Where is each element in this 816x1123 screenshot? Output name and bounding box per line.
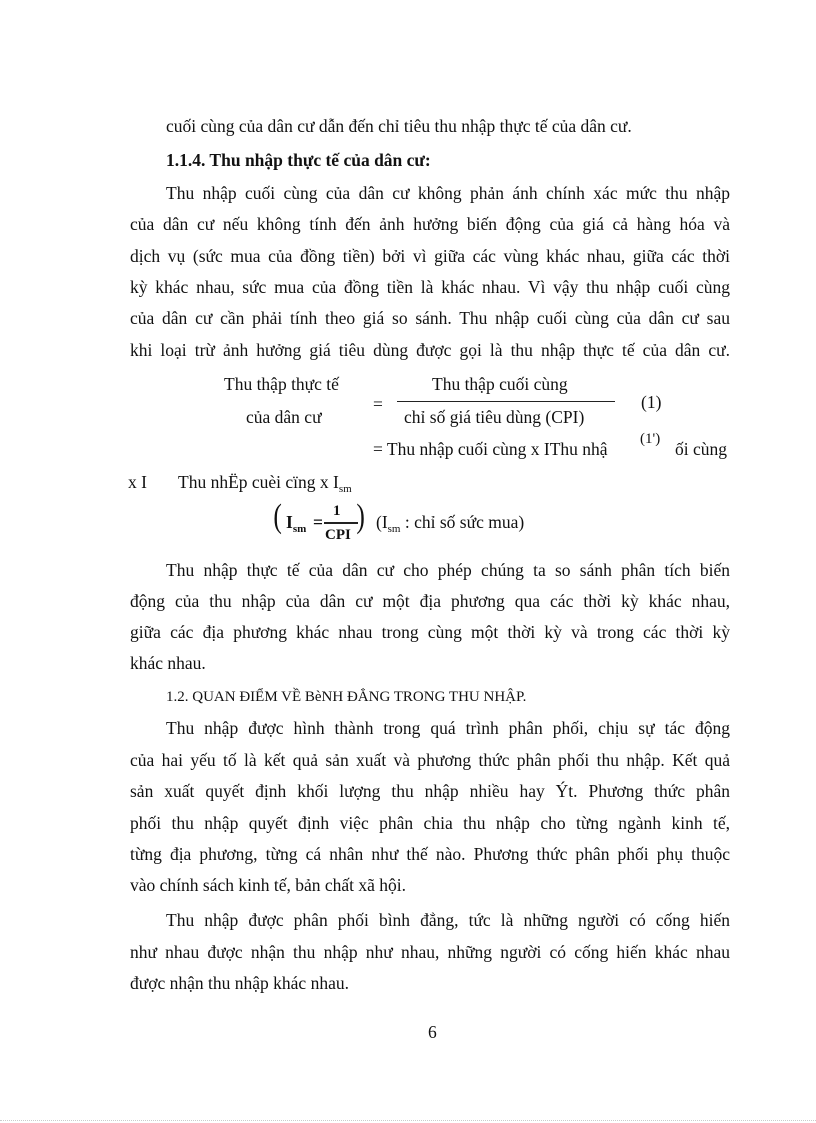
section-heading-1-2: 1.2. QUAN ĐIỂM VỀ BèNH ĐẲNG TRONG THU NHẬP. [166,689,527,705]
right-paren: ) [356,498,365,535]
ism-note: ($I_{sm}$ : chỉ số sức mua) [376,512,525,535]
text-line: vào chính sách kinh tế, bản chất xã hội. [130,875,407,895]
text-line: kỳ khác nhau, sức mua của đồng tiền là khác nhau. Vì vậy thu nhập cuối cùng [130,277,730,297]
text-line: động của thu nhập của dân cư một địa phương qua các thời kỳ khác nhau, [130,591,730,611]
text-line: Thu nhập cuối cùng của dân cư không phản ánh chính xác mức thu nhập [166,183,730,203]
section-heading-1-1-4: 1.1.4. Thu nhập thực tế của dân cư: [166,150,431,170]
left-paren: ( [273,498,282,535]
formula-tag-1-prime: (1') [640,431,661,447]
formula-equals: = [373,394,383,414]
page-number: 6 [428,1022,437,1042]
formula-tag-1: (1) [641,392,662,412]
text-line: dịch vụ (sức mua của đồng tiền) bởi vì giữa các vùng khác nhau, giữa các thời [130,246,730,266]
formula-numerator: Thu thập cuối cùng [432,374,568,394]
page-bottom-divider [0,1120,816,1121]
text-line: như nhau được nhận thu nhập như nhau, những người có cống hiến khác nhau [130,942,730,962]
text-line: Thu nhập thực tế của dân cư cho phép chúng ta so sánh phân tích biến [166,560,730,580]
fraction-bar [397,401,615,402]
text-line: của dân cư cần phải tính theo giá so sánh. Thu nhập cuối cùng của dân cư sau [130,308,730,328]
ism-symbol: $I_{sm}$ [286,512,307,535]
ism-equals: = [313,512,323,532]
formula-line-2: = Thu nhập cuối cùng x IThu nhậ [373,439,608,459]
text-line: của hai yếu tố là kết quả sản xuất và phương thức phân phối thu nhập. Kết quả [130,750,730,770]
ism-numerator: 1 [333,503,341,519]
text-line: cuối cùng của dân cư dẫn đến chỉ tiêu thu nhập thực tế của dân cư. [166,116,632,136]
text-line: Thu nhập được phân phối bình đẳng, tức là những người có cống hiến [166,910,730,930]
text-line: khác nhau. [130,653,206,673]
text-line: được nhận thu nhập khác nhau. [130,973,349,993]
text-line: giữa các địa phương khác nhau trong cùng một thời kỳ và trong các thời kỳ [130,622,730,642]
text-line: từng địa phương, từng cá nhân như thế nào. Phương thức phân phối phụ thuộc [130,844,730,864]
text-line: phối thu nhập quyết định việc phân chia thu nhập cho từng ngành kinh tế, [130,813,730,833]
text-line: sản xuất quyết định khối lượng thu nhập nhiều hay Ýt. Phương thức phân [130,781,730,801]
text-line: Thu nhập được hình thành trong quá trình phân phối, chịu sự tác động [166,718,730,738]
text-line: của dân cư nếu không tính đến ảnh hưởng biến động của giá cả hàng hóa và [130,214,730,234]
formula-line-3-prefix: x I [128,472,147,492]
formula-denominator: chỉ số giá tiêu dùng (CPI) [404,407,585,427]
text-line: khi loại trừ ảnh hưởng giá tiêu dùng được gọi là thu nhập thực tế của dân cư. [130,340,730,360]
formula-lhs-bottom: của dân cư [246,407,322,427]
formula-line-3: Thu nhËp cuèi cïng x $I_{sm}$ [178,472,352,495]
formula-line-2-tail: ối cùng [675,439,728,459]
ism-denominator: CPI [325,527,351,543]
formula-lhs-top: Thu thập thực tế [224,374,339,394]
